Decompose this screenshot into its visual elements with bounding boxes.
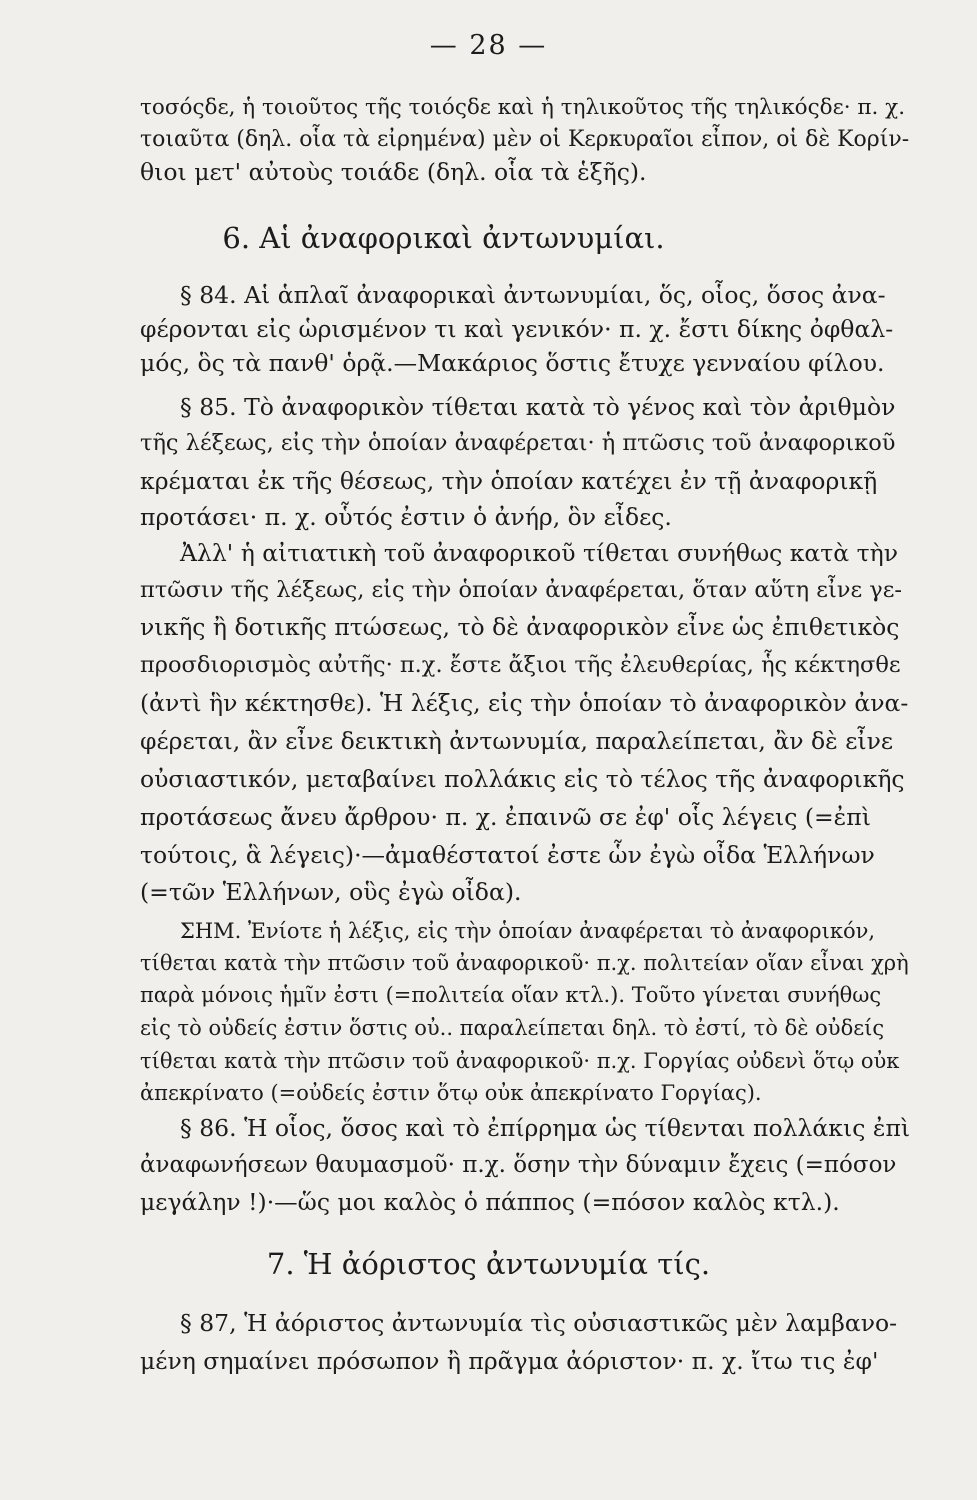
note-line: τίθεται κατὰ τὴν πτῶσιν τοῦ ἀναφορικοῦ· π.χ. Γοργίας οὐδενὶ ὅτῳ οὐκ [140,1049,900,1073]
text-line: τοσόςδε, ἡ τοιοῦτος τῆς τοιόςδε καὶ ἡ τηλικοῦτος τῆς τηλικόςδε· π. χ. [140,95,906,120]
paragraph-84-line: φέρονται εἰς ὡρισμένον τι καὶ γενικόν· π. χ. ἔστι δίκης ὀφθαλ- [140,315,894,343]
paragraph-85-line: τῆς λέξεως, εἰς τὴν ὁποίαν ἀναφέρεται· ἡ πτῶσις τοῦ ἀναφορικοῦ [140,430,896,456]
paragraph-86-line: § 86. Ἡ οἷος, ὅσος καὶ τὸ ἐπίρρημα ὡς τίθενται πολλάκις ἐπὶ [180,1114,911,1142]
note-line: παρὰ μόνοις ἡμῖν ἐστι (=πολιτεία οἵαν κτλ.). Τοῦτο γίνεται συνήθως [140,983,882,1007]
paragraph-85-line: § 85. Τὸ ἀναφορικὸν τίθεται κατὰ τὸ γένος καὶ τὸν ἀριθμὸν [180,393,896,421]
text-line: θιοι μετ' αὐτοὺς τοιάδε (δηλ. οἷα τὰ ἑξῆς). [140,158,647,186]
paragraph-86-line: μεγάλην !)·—ὥς μοι καλὸς ὁ πάππος (=πόσον καλὸς κτλ.). [140,1188,840,1216]
section-heading-7: 7. Ἡ ἀόριστος ἀντωνυμία τίς. [266,1247,711,1281]
paragraph-85-line: πτῶσιν τῆς λέξεως, εἰς τὴν ὁποίαν ἀναφέρεται, ὅταν αὕτη εἶνε γε- [140,577,902,603]
note-line: εἰς τὸ οὐδείς ἐστιν ὅστις οὐ.. παραλείπεται δηλ. τὸ ἐστί, τὸ δὲ οὐδείς [140,1016,885,1040]
paragraph-84-line: § 84. Αἱ ἁπλαῖ ἀναφορικαὶ ἀντωνυμίαι, ὅς, οἷος, ὅσος ἀνα- [180,281,886,309]
paragraph-86-line: ἀναφωνήσεων θαυμασμοῦ· π.χ. ὅσην τὴν δύναμιν ἔχεις (=πόσον [140,1152,897,1178]
paragraph-85-line: (ἀντὶ ἣν κέκτησθε). Ἡ λέξις, εἰς τὴν ὁποίαν τὸ ἀναφορικὸν ἀνα- [140,689,909,717]
paragraph-85-line: οὐσιαστικόν, μεταβαίνει πολλάκις εἰς τὸ τέλος τῆς ἀναφορικῆς [140,765,905,793]
paragraph-85-line: (=τῶν Ἑλλήνων, οὓς ἐγὼ οἶδα). [140,878,522,906]
paragraph-85-line: προτάσεως ἄνευ ἄρθρου· π. χ. ἐπαινῶ σε ἐφ' οἷς λέγεις (=ἐπὶ [140,803,871,831]
paragraph-84-line: μός, ὃς τὰ πανθ' ὁρᾷ.—Μακάριος ὅστις ἔτυχε γενναίου φίλου. [140,349,885,377]
note-line: τίθεται κατὰ τὴν πτῶσιν τοῦ ἀναφορικοῦ· π.χ. πολιτείαν οἵαν εἶναι χρὴ [140,951,909,975]
paragraph-85-line: τούτοις, ἃ λέγεις)·—ἀμαθέστατοί ἐστε ὧν ἐγὼ οἶδα Ἑλλήνων [140,841,875,869]
text-line: τοιαῦτα (δηλ. οἷα τὰ εἰρημένα) μὲν οἱ Κερκυραῖοι εἶπον, οἱ δὲ Κορίν- [140,127,910,152]
paragraph-85-line: κρέμαται ἐκ τῆς θέσεως, τὴν ὁποίαν κατέχει ἐν τῇ ἀναφορικῇ [140,467,878,495]
paragraph-85-line: προτάσει· π. χ. οὗτός ἐστιν ὁ ἀνήρ, ὃν εἶδες. [140,503,672,531]
note-line: ΣΗΜ. Ἐνίοτε ἡ λέξις, εἰς τὴν ὁποίαν ἀναφέρεται τὸ ἀναφορικόν, [180,919,876,943]
paragraph-85-line: φέρεται, ἂν εἶνε δεικτικὴ ἀντωνυμία, παραλείπεται, ἂν δὲ εἶνε [140,727,894,755]
note-line: ἀπεκρίνατο (=οὐδείς ἐστιν ὅτῳ οὐκ ἀπεκρίνατο Γοργίας). [140,1081,762,1105]
paragraph-87-line: μένη σημαίνει πρόσωπον ἢ πρᾶγμα ἀόριστον· π. χ. ἴτω τις ἐφ' [140,1347,879,1375]
page-number: — 28 — [429,30,548,61]
section-heading-6: 6. Αἱ ἀναφορικαὶ ἀντωνυμίαι. [222,221,665,255]
paragraph-85-line: προσδιορισμὸς αὐτῆς· π.χ. ἔστε ἄξιοι τῆς ἐλευθερίας, ἧς κέκτησθε [140,652,901,678]
paragraph-85-line: Ἀλλ' ἡ αἰτιατικὴ τοῦ ἀναφορικοῦ τίθεται συνήθως κατὰ τὴν [180,539,899,567]
paragraph-87-line: § 87, Ἡ ἀόριστος ἀντωνυμία τὶς οὐσιαστικῶς μὲν λαμβανο- [180,1309,898,1337]
paragraph-85-line: νικῆς ἢ δοτικῆς πτώσεως, τὸ δὲ ἀναφορικὸν εἶνε ὡς ἐπιθετικὸς [140,613,900,641]
